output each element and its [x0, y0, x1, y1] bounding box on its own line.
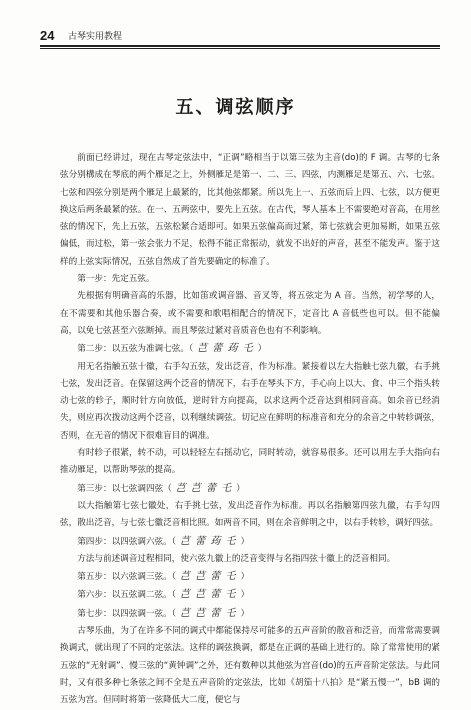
paren-close: ）: [240, 536, 250, 547]
step-6: [60, 586, 440, 604]
tablature-glyph: 芑 芑 蕾 乇: [180, 607, 237, 619]
step-5: [60, 568, 440, 586]
tablature-glyph: 芑 芑 蕾 乇: [175, 482, 233, 494]
paragraph-tunings: 古琴乐曲，为了在许多不同的调式中都能保持尽可能多的五声音阶的散音和泛音，而常常需要调换调式，就出现了不同的定弦法。这样的调弦换调，都是在正调的基础上进行的。除了常常使用的紧五弦的“无射调”、慢三弦的“黄钟调”之外，还有数种以其他弦为宫音(do)的五声音阶定弦法。与此同时，又有很多种七条弦之间不全是五声音阶的定弦法，比如《胡笳十八拍》是“紧五慢一”，bB 调的五弦为宫。但同时将第一弦降低大二度，便它与: [60, 626, 440, 706]
page-number: 24: [40, 28, 55, 43]
step-7-label: 第七步：以四弦调一弦。（: [77, 608, 177, 619]
paragraph-tip: 有时轸子很紧，转不动，可以轻轻左右摇动它，同时转动，就容易很多。还可以用左手大指向右推动雁足，以帮助琴弦的提高。: [60, 448, 440, 476]
step-7: [60, 605, 440, 623]
paren-close: ）: [240, 590, 250, 601]
paren-close: ）: [236, 483, 245, 494]
header-rule-thin: [40, 48, 440, 49]
paren-close: ）: [240, 608, 250, 619]
paragraph-intro: 前面已经讲过，现在古琴定弦法中，“正调”略相当于以第三弦为主音(do)的 F 调。古琴的七条弦分别構成在琴底的两个雁足之上，外侧雁足是第一、二、三、四弦，内测雁足是第五、六、七弦。七弦和四弦分别是两个雁足上最紧的，比其他弦都紧。所以先上一、五弦而后上四、七弦，以方便更换这后两条最紧的弦。在一、五两弦中，要先上五弦。在古代，琴人基本上不需要绝对音高，在用丝弦的情况下，先上五弦，五弦松紧合适即可。如果五弦偏高而过紧，第七弦就会更加易断，如果五弦偏低，而过松，第一弦会张力不足，松得不能正常振动，就发不出好的声音，甚至不能发声。鉴于这样的上弦实际情况，五弦自然成了首先要确定的标准了。: [60, 153, 440, 267]
paren-close: ）: [257, 344, 267, 355]
step-3-label: 第三步：以七弦调四弦（: [77, 483, 172, 494]
header-rule: [40, 45, 440, 47]
chapter-title: 五、调弦顺序: [175, 97, 296, 118]
step-5-label: 第五步：以六弦调三弦。（: [77, 572, 177, 583]
step-6-label: 第六步：以五弦调二弦。（: [77, 590, 177, 601]
step-2-label: 第二步：以五弦为准调七弦。（: [77, 344, 194, 355]
running-title: 古琴实用教程: [68, 32, 123, 42]
tablature-glyph: 芑 芑 蕾 乇: [180, 589, 237, 601]
paragraph-step4: 方法与前述调音过程相同，使六弦九徽上的泛音变得与名指四弦十徽上的泛音相同。: [77, 553, 396, 564]
body-text: [60, 150, 440, 710]
step-4-label: 第四步：以四弦调六弦。（: [77, 536, 177, 547]
step-1: [60, 271, 440, 288]
paren-close: ）: [240, 572, 250, 583]
step-4: [60, 533, 440, 551]
step-3: [60, 480, 440, 498]
step-2: [60, 340, 440, 358]
paragraph-step2: 用无名指触五弦十徽，右手勾五弦，发出泛音，作为标准。紧接着以左大指触七弦九徽，右手挑七弦，发出泛音。在保留这两个泛音的情况下，右手在琴头下方，手心向上以大、食、中三个指头转动七弦的轸子，顺时针方向放低，逆时针方向提高，以求这两个泛音达到相同音高。如余音已经消失，则应再次拨动这两个泛音，以利继续调弦。切记应在鲜明的标准音和充分的余音之中转轸调弦，否则，在无音的情况下很难盲目的调准。: [60, 361, 440, 441]
tablature-glyph: 芑 蕾 荺 乇: [180, 535, 237, 547]
tablature-glyph: 芑 蕾 荺 乇: [197, 343, 254, 355]
tablature-glyph: 芑 芑 蕾 乇: [180, 571, 237, 583]
paragraph-step1: 先根据有明确音高的乐器，比如笛或调音器、音叉等，将五弦定为 A 音。当然，初学琴的人，在不需要和其他乐器合奏，或不需要和歌唱相配合的情况下，定音比 A 音低些也可以。但不能偏高，以免七弦甚至六弦断掉。而且琴弦过紧对音质音色也有不利影响。: [60, 291, 440, 336]
step-1-label: 第一步：先定五弦。: [77, 274, 155, 285]
paragraph-step3: 以大指触第七弦七徽处，右手挑七弦，发出泛音作为标准。再以名指触第四弦九徽，右手勾四弦，散出泛音，与七弦七徽泛音相比照。如两音不同，则在余音鲜明之中，以右手转轸，调好四弦。: [60, 500, 440, 529]
